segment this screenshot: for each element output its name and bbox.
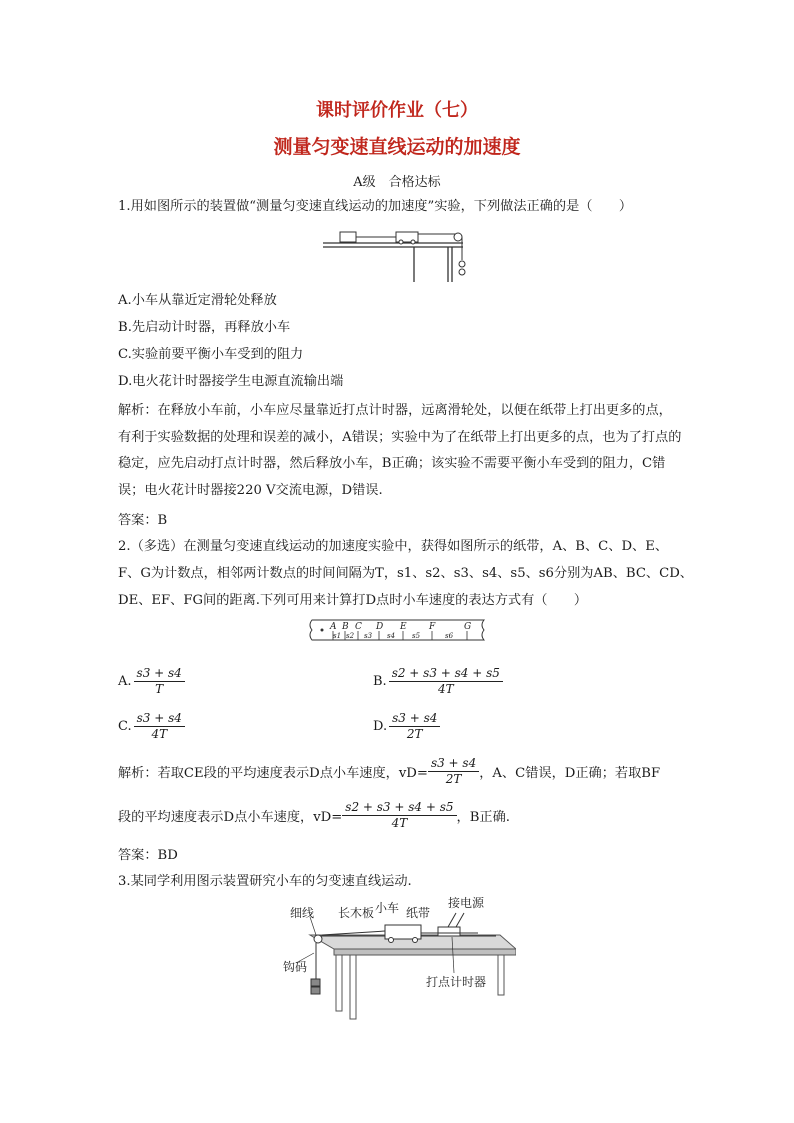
tape-seg-s3: s3 [364, 632, 373, 640]
tape-point-c: C [355, 622, 362, 632]
page-title: 课时评价作业（七） [316, 100, 478, 121]
tape-seg-s6: s6 [445, 632, 454, 640]
q1-option-b: B.先启动计时器，再释放小车 [118, 320, 291, 335]
label-cart: 小车 [375, 901, 400, 915]
q2-analysis-line1 [118, 756, 660, 787]
q2-paper-tape-figure [308, 617, 488, 643]
q2-option-c-den: 4T [151, 727, 168, 741]
label-weight: 钩码 [283, 960, 308, 974]
q2-analysis-line2 [118, 800, 510, 831]
label-string: 细线 [290, 906, 315, 920]
q2-option-d-den: 2T [406, 727, 423, 741]
label-power: 接电源 [448, 896, 485, 910]
q3-apparatus-figure [278, 893, 516, 1025]
label-board: 长木板 [338, 906, 375, 920]
q1-option-d: D.电火花计时器接学生电源直流输出端 [118, 374, 344, 389]
tape-point-g: G [464, 622, 472, 632]
tape-point-b: B [342, 622, 349, 632]
q2-option-d [373, 711, 440, 742]
tape-seg-s2: s2 [346, 632, 355, 640]
q2-analysis-part2: ，A、C错误，D正确；若取BF [479, 766, 661, 781]
q2-option-b-den: 4T [437, 682, 454, 696]
q2-stem-line2: F、G为计数点，相邻两计数点的时间间隔为T，s1、s2、s3、s4、s5、s6分别为AB、BC、CD、 [118, 566, 693, 581]
q1-stem: 1.用如图所示的装置做“测量匀变速直线运动的加速度”实验，下列做法正确的是（ ） [118, 199, 632, 214]
page-subtitle: 测量匀变速直线运动的加速度 [273, 136, 521, 158]
q1-answer: 答案：B [118, 513, 168, 528]
q2-option-d-num: s3 + s4 [389, 711, 440, 727]
q2-analysis-frac2-den: 4T [391, 816, 408, 830]
q2-stem-line3: DE、EF、FG间的距离.下列可用来计算打D点时小车速度的表达方式有（ ） [118, 593, 588, 608]
q1-option-a: A.小车从靠近定滑轮处释放 [118, 293, 277, 308]
q2-option-c-num: s3 + s4 [134, 711, 185, 727]
q2-option-a-den: T [155, 682, 164, 696]
tape-seg-s5: s5 [412, 632, 421, 640]
q2-option-a-num: s3 + s4 [134, 666, 185, 682]
tape-seg-s1: s1 [333, 632, 342, 640]
q2-option-a-label: A. [118, 674, 132, 689]
q2-option-d-label: D. [373, 719, 388, 734]
q2-analysis-frac1-num: s3 + s4 [428, 756, 479, 772]
tape-point-e: E [400, 622, 407, 632]
tape-seg-s4: s4 [387, 632, 396, 640]
label-tape: 纸带 [406, 906, 431, 920]
tape-point-d: D [376, 622, 384, 632]
q1-analysis: 解析：在释放小车前，小车应尽量靠近打点计时器，远离滑轮处，以便在纸带上打出更多的点，有利于实验数据的处理和误差的减小，A错误；实验中为了在纸带上打出更多的点，也为了打点的稳定，应先启动打点计时器，然后释放小车，B正确；该实验不需要平衡小车受到的阻力，C错误；电火花计时器接220 V交流电源，D错误. [118, 403, 682, 498]
label-timer: 打点计时器 [426, 975, 487, 989]
q2-option-b-label: B. [373, 674, 387, 689]
q3-stem: 3.某同学利用图示装置研究小车的匀变速直线运动. [118, 874, 412, 889]
q1-option-c: C.实验前要平衡小车受到的阻力 [118, 347, 304, 362]
q2-analysis-frac2-num: s2 + s3 + s4 + s5 [342, 800, 456, 816]
q2-option-c-label: C. [118, 719, 132, 734]
tape-point-a: A [330, 622, 337, 632]
tape-point-f: F [429, 622, 436, 632]
q2-stem-line1: 2.（多选）在测量匀变速直线运动的加速度实验中，获得如图所示的纸带，A、B、C、D、E、 [118, 539, 669, 554]
q1-apparatus-figure [318, 222, 483, 284]
q2-analysis-part4: ，B正确. [456, 810, 510, 825]
q2-option-a [118, 666, 185, 697]
q2-option-c [118, 711, 185, 742]
level-heading: A级 合格达标 [353, 175, 441, 190]
q2-analysis-part1: 解析：若取CE段的平均速度表示D点小车速度，vD= [118, 766, 428, 781]
q2-answer: 答案：BD [118, 848, 178, 863]
q2-option-b [373, 666, 503, 697]
q2-option-b-num: s2 + s3 + s4 + s5 [389, 666, 503, 682]
q2-analysis-frac1-den: 2T [445, 772, 462, 786]
q2-analysis-part3: 段的平均速度表示D点小车速度，vD= [118, 810, 343, 825]
